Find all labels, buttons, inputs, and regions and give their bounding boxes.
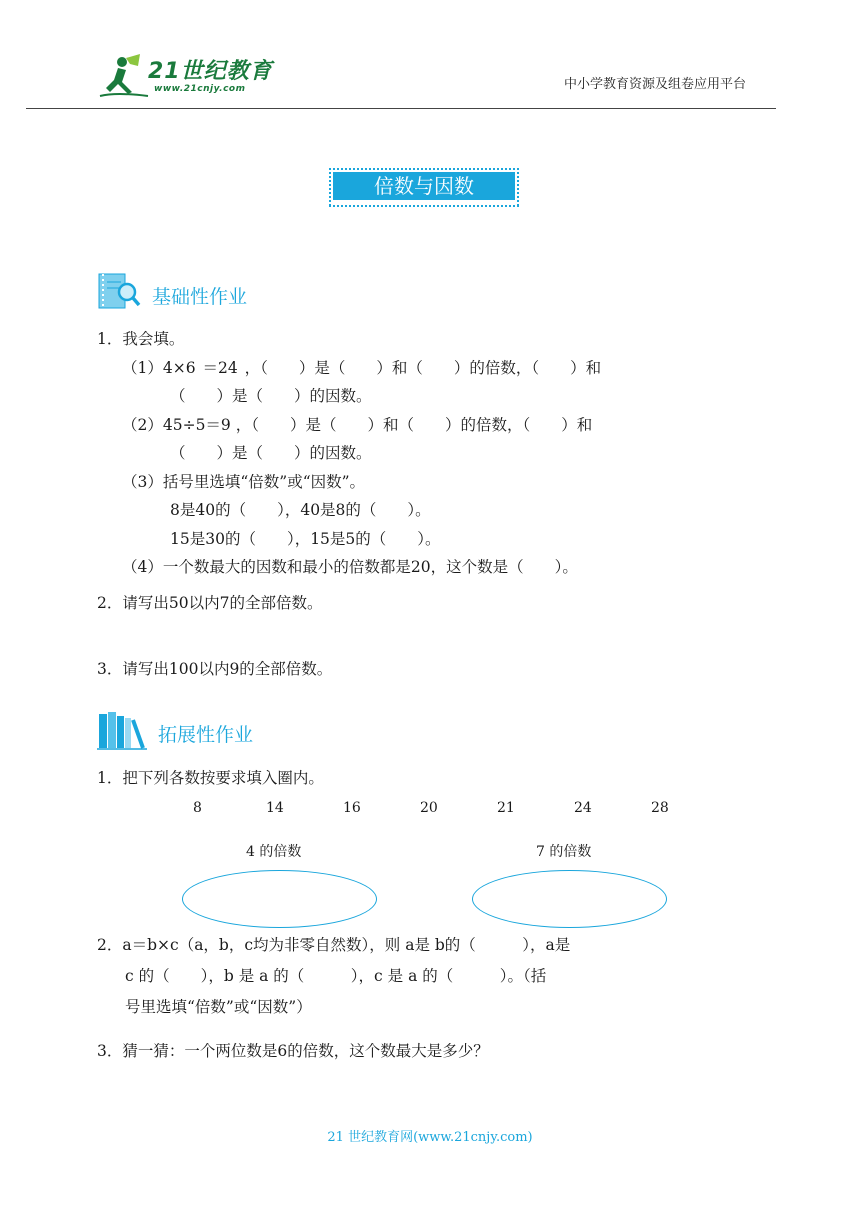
question-1-1-line1: （1）4×6 ＝24 ，（ ）是（ ）和（ ）的倍数，（ ）和 xyxy=(122,359,602,377)
ext-question-2-line3: 号里选填“倍数”或“因数”） xyxy=(125,998,312,1016)
site-logo xyxy=(96,52,286,100)
question-1-3-a: 8是40的（ ），40是8的（ ）。 xyxy=(170,501,431,519)
question-1-2-line2: （ ）是（ ）的因数。 xyxy=(170,444,372,462)
multiples-of-7-circle[interactable] xyxy=(472,870,667,928)
notebook-search-icon xyxy=(97,272,141,310)
page-title-box xyxy=(329,168,519,208)
runner-icon xyxy=(96,52,152,100)
platform-name: 中小学教育资源及组卷应用平台 xyxy=(563,77,746,92)
question-1-2-line1: （2）45÷5＝9 ，（ ）是（ ）和（ ）的倍数，（ ）和 xyxy=(122,416,593,434)
title-border-left xyxy=(329,168,331,206)
number-item: 28 xyxy=(651,800,669,816)
multiples-of-4-circle[interactable] xyxy=(182,870,377,928)
logo-text: 21世纪教育 xyxy=(148,59,273,84)
logo-url: www.21cnjy.com xyxy=(154,84,246,94)
circle-label-4: 4 的倍数 xyxy=(246,844,302,860)
question-2: 2．请写出50以内7的全部倍数。 xyxy=(97,594,323,612)
number-item: 20 xyxy=(420,800,438,816)
question-1-3-b: 15是30的（ ），15是5的（ ）。 xyxy=(170,530,441,548)
ext-question-3: 3．猜一猜：一个两位数是6的倍数，这个数最大是多少？ xyxy=(97,1042,489,1060)
question-1: 1．我会填。 xyxy=(97,330,185,348)
ext-question-1: 1．把下列各数按要求填入圈内。 xyxy=(97,769,324,787)
question-1-1-line2: （ ）是（ ）的因数。 xyxy=(170,387,372,405)
question-3: 3．请写出100以内9的全部倍数。 xyxy=(97,660,333,678)
section-basic-title: 基础性作业 xyxy=(152,286,248,308)
ext-question-2-line2: c 的（ ），b 是 a 的（ ），c 是 a 的（ ）。（括 xyxy=(125,967,547,985)
title-border-right xyxy=(517,168,519,206)
question-1-3: （3）括号里选填“倍数”或“因数”。 xyxy=(122,473,366,491)
page-footer: 21 世纪教育网(www.21cnjy.com) xyxy=(327,1130,533,1145)
header-divider xyxy=(26,108,776,109)
page-title: 倍数与因数 xyxy=(374,174,474,198)
number-item: 21 xyxy=(497,800,515,816)
number-item: 14 xyxy=(266,800,284,816)
title-border-top xyxy=(329,168,519,170)
question-1-4: （4）一个数最大的因数和最小的倍数都是20，这个数是（ ）。 xyxy=(122,558,578,576)
title-border-bottom xyxy=(329,205,519,207)
number-item: 8 xyxy=(193,800,202,816)
ext-question-2-line1: 2．a＝b×c（a，b，c均为非零自然数），则 a是 b的（ ），a是 xyxy=(97,936,571,954)
books-icon xyxy=(97,710,147,750)
number-item: 24 xyxy=(574,800,592,816)
circle-label-7: 7 的倍数 xyxy=(536,844,592,860)
section-extended-title: 拓展性作业 xyxy=(158,724,254,746)
number-item: 16 xyxy=(343,800,361,816)
title-banner xyxy=(333,172,515,200)
